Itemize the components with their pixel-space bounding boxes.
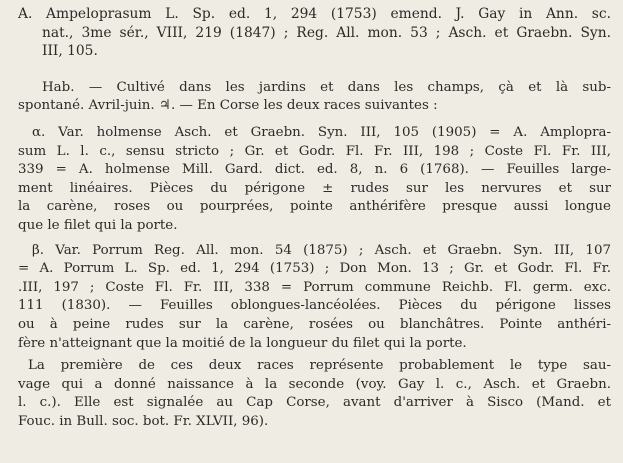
porrum-line-6: fère n'atteignant que la moitié de la longueur du filet qui la porte. (18, 335, 467, 351)
porrum-line-3: .III, 197 ; Coste Fl. Fr. III, 338 = Porrum commune Reichb. Fl. germ. exc. (18, 279, 611, 295)
porrum-line-5: ou à peine rudes sur la carène, rosées ou blanchâtres. Pointe anthéri- (18, 316, 611, 332)
variety-holmense-paragraph (14, 124, 613, 236)
holmense-line-1: α. Var. holmense Asch. et Graebn. Syn. III, 105 (1905) = A. Amplopra- (32, 124, 611, 140)
remark-line-4: Fouc. in Bull. soc. bot. Fr. XLVII, 96). (18, 413, 269, 429)
heading-line-2: nat., 3me sér., VIII, 219 (1847) ; Reg. All. mon. 53 ; Asch. et Graebn. Syn. (42, 24, 611, 41)
holmense-line-4: ment linéaires. Pièces du périgone ± rudes sur les nervures et sur (18, 180, 611, 196)
porrum-line-4: 111 (1830). — Feuilles oblongues-lancéolées. Pièces du périgone lisses (18, 298, 611, 314)
heading-line-1: A. Ampeloprasum L. Sp. ed. 1, 294 (1753) emend. J. Gay in Ann. sc. (18, 6, 611, 22)
remark-line-2: vage qui a donné naissance à la seconde (voy. Gay l. c., Asch. et Graebn. (18, 376, 611, 392)
habitat-paragraph (14, 79, 613, 116)
heading-line-3: III, 105. (42, 43, 98, 60)
remark-paragraph (14, 357, 613, 431)
holmense-line-2: sum L. l. c., sensu stricto ; Gr. et Godr. Fl. Fr. III, 198 ; Coste Fl. Fr. III, (18, 143, 611, 159)
species-heading (14, 5, 613, 61)
porrum-line-1: β. Var. Porrum Reg. All. mon. 54 (1875) ; Asch. et Graebn. Syn. III, 107 (32, 242, 611, 258)
remark-line-1: La première de ces deux races représente probablement le type sau- (28, 358, 611, 374)
variety-porrum-paragraph (14, 242, 613, 354)
habitat-line-2: spontané. Avril-juin. ♃. — En Corse les deux races suivantes : (18, 98, 438, 114)
holmense-line-6: que le filet qui la porte. (18, 217, 178, 233)
remark-line-3: l. c.). Elle est signalée au Cap Corse, avant d'arriver à Sisco (Mand. et (18, 395, 611, 411)
habitat-line-1: Hab. — Cultivé dans les jardins et dans les champs, çà et là sub- (42, 79, 611, 95)
porrum-line-2: = A. Porrum L. Sp. ed. 1, 294 (1753) ; Don Mon. 13 ; Gr. et Godr. Fl. Fr. (18, 261, 611, 277)
holmense-line-3: 339 = A. holmense Mill. Gard. dict. ed. 8, n. 6 (1768). — Feuilles large- (18, 162, 611, 178)
holmense-line-5: la carène, roses ou pourprées, pointe anthérifère presque aussi longue (18, 199, 611, 215)
